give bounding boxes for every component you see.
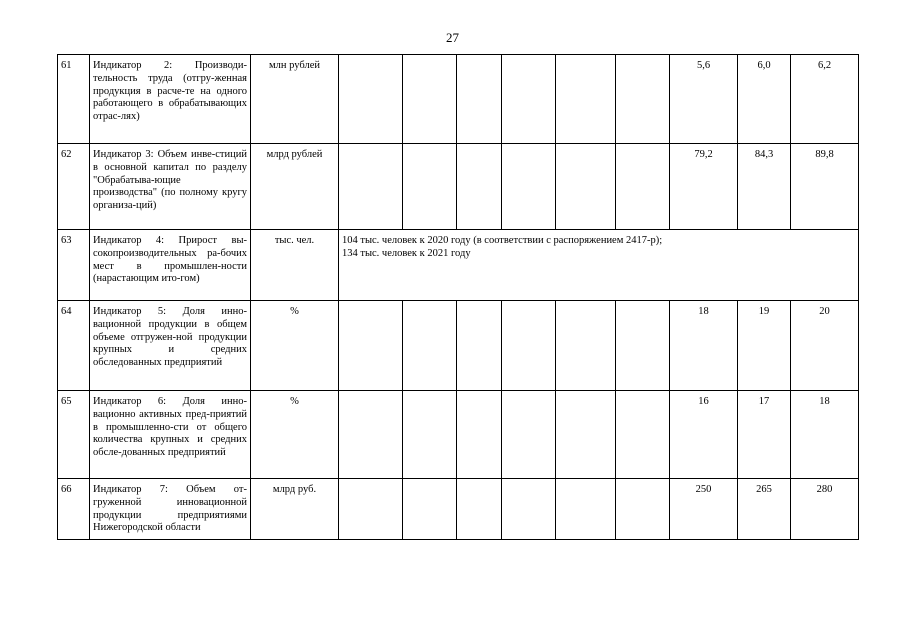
- empty-cell: [556, 391, 616, 479]
- row-number: 65: [58, 391, 90, 479]
- value-cell: 20: [791, 301, 859, 391]
- empty-cell: [502, 144, 556, 230]
- empty-cell: [616, 479, 670, 540]
- empty-cell: [403, 144, 457, 230]
- indicators-table: [57, 54, 859, 540]
- value-cell: 18: [791, 391, 859, 479]
- empty-cell: [457, 55, 502, 144]
- value-cell: 18: [670, 301, 738, 391]
- empty-cell: [556, 144, 616, 230]
- empty-cell: [403, 391, 457, 479]
- row-number: 61: [58, 55, 90, 144]
- value-cell: 280: [791, 479, 859, 540]
- empty-cell: [616, 144, 670, 230]
- value-cell: 16: [670, 391, 738, 479]
- unit-cell: млрд рублей: [251, 144, 339, 230]
- row-number: 62: [58, 144, 90, 230]
- empty-cell: [457, 391, 502, 479]
- empty-cell: [403, 301, 457, 391]
- empty-cell: [556, 479, 616, 540]
- value-cell: 250: [670, 479, 738, 540]
- empty-cell: [556, 301, 616, 391]
- row-number: 66: [58, 479, 90, 540]
- value-cell: 17: [738, 391, 791, 479]
- empty-cell: [457, 301, 502, 391]
- empty-cell: [502, 301, 556, 391]
- indicator-name: Индикатор 4: Прирост вы-сокопроизводительных ра-бочих мест в промышлен-ности (нарастающим ито-гом): [90, 230, 251, 301]
- table-row: [58, 301, 859, 391]
- unit-cell: млрд руб.: [251, 479, 339, 540]
- empty-cell: [339, 479, 403, 540]
- empty-cell: [457, 479, 502, 540]
- empty-cell: [616, 301, 670, 391]
- value-cell: 79,2: [670, 144, 738, 230]
- empty-cell: [556, 55, 616, 144]
- indicator-name: Индикатор 3: Объем инве-стиций в основной капитал по разделу "Обрабатыва-ющие производства" (по полному кругу организа-ций): [90, 144, 251, 230]
- indicator-name: Индикатор 6: Доля инно-вационно активных пред-приятий в промышленно-сти от общего количества крупных и средних обсле-дованных предприятий: [90, 391, 251, 479]
- empty-cell: [616, 391, 670, 479]
- value-cell: 84,3: [738, 144, 791, 230]
- note-line: 134 тыс. человек к 2021 году: [342, 247, 471, 259]
- empty-cell: [339, 144, 403, 230]
- empty-cell: [339, 55, 403, 144]
- value-cell: 6,0: [738, 55, 791, 144]
- value-cell: 6,2: [791, 55, 859, 144]
- table-row: [58, 391, 859, 479]
- empty-cell: [339, 301, 403, 391]
- empty-cell: [457, 144, 502, 230]
- empty-cell: [502, 55, 556, 144]
- indicator-name: Индикатор 2: Производи-тельность труда (отгру-женная продукция в расче-те на одного работающего в обрабатывающих отрас-лях): [90, 55, 251, 144]
- empty-cell: [403, 55, 457, 144]
- empty-cell: [502, 391, 556, 479]
- empty-cell: [403, 479, 457, 540]
- page-number: 27: [446, 30, 459, 45]
- empty-cell: [616, 55, 670, 144]
- unit-cell: тыс. чел.: [251, 230, 339, 301]
- indicator-name: Индикатор 7: Объем от-груженной инновационной продукции предприятиями Нижегородской области: [90, 479, 251, 540]
- unit-cell: %: [251, 301, 339, 391]
- value-cell: 265: [738, 479, 791, 540]
- table-row: [58, 479, 859, 540]
- empty-cell: [339, 391, 403, 479]
- row-number: 64: [58, 301, 90, 391]
- merged-note-cell: [339, 230, 859, 301]
- value-cell: 5,6: [670, 55, 738, 144]
- table-row: [58, 55, 859, 144]
- table-row: [58, 144, 859, 230]
- table-row: [58, 230, 859, 301]
- row-number: 63: [58, 230, 90, 301]
- value-cell: 19: [738, 301, 791, 391]
- value-cell: 89,8: [791, 144, 859, 230]
- empty-cell: [502, 479, 556, 540]
- unit-cell: млн рублей: [251, 55, 339, 144]
- note-line: 104 тыс. человек к 2020 году (в соответствии с распоряжением 2417-р);: [342, 235, 663, 246]
- unit-cell: %: [251, 391, 339, 479]
- indicator-name: Индикатор 5: Доля инно-вационной продукции в общем объеме отгружен-ной продукции крупных и средних обследованных предприятий: [90, 301, 251, 391]
